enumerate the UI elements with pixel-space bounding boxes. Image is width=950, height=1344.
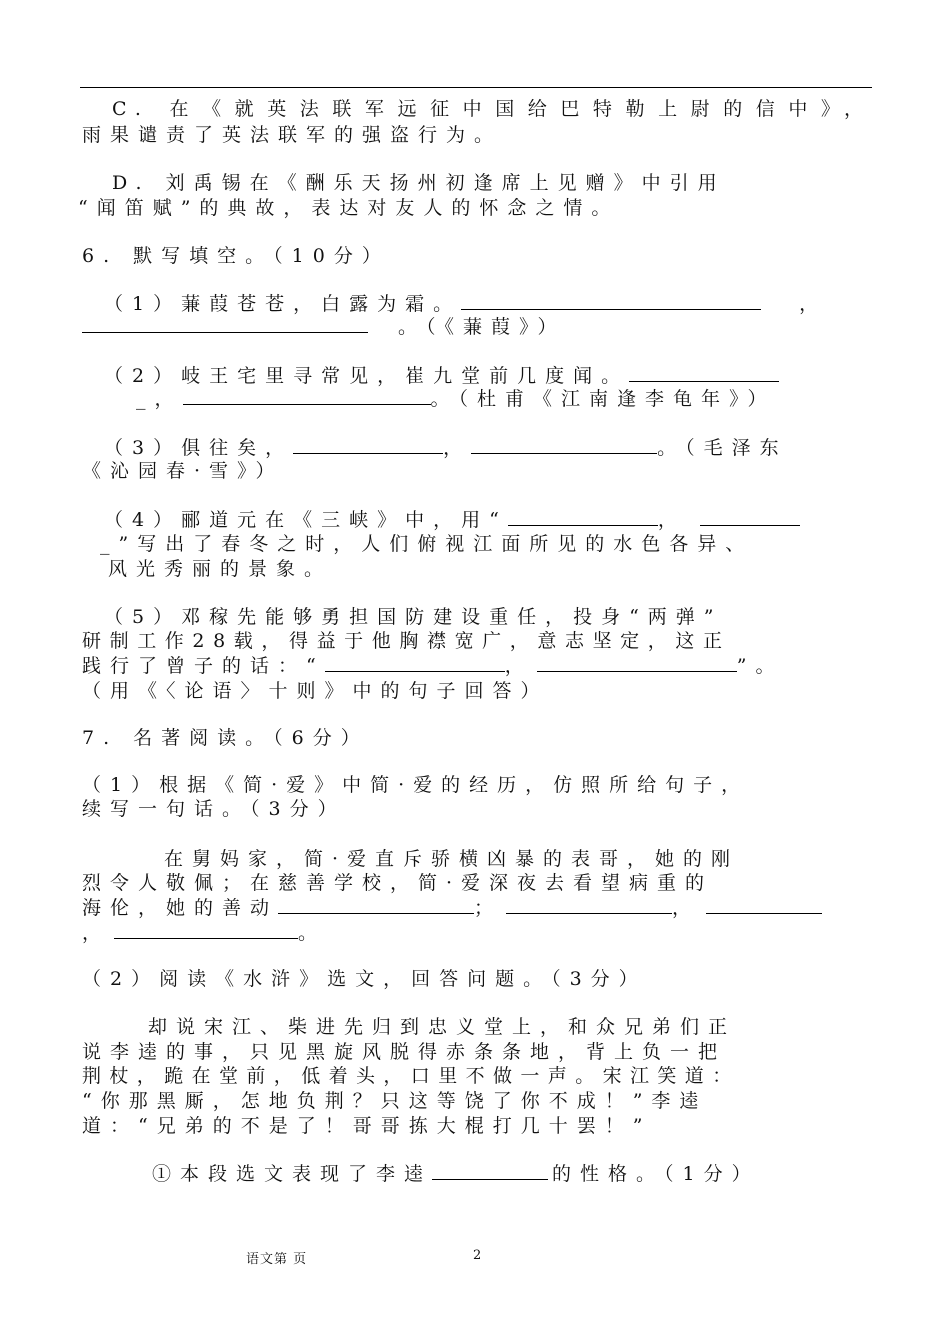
shuihu-line3: 荆杖，跪在堂前，低着头，口里不做一声。宋江笑道： — [82, 1065, 740, 1087]
q7-part1-line1: （1）根据《简·爱》中简·爱的经历，仿照所给句子， — [82, 774, 750, 796]
q6-item2-comma: _， — [136, 388, 183, 410]
jane-eyre-semicolon: ； — [474, 897, 503, 919]
q6-item5-line1: （5）邓稼先能够勇担国防建设重任，投身“两弹” — [104, 606, 723, 628]
q6-item5-blank1[interactable] — [325, 653, 505, 672]
jane-eyre-line3 — [82, 895, 872, 921]
jane-eyre-period: 。 — [298, 922, 327, 944]
q6-item5-comma: ， — [504, 655, 533, 677]
q6-item1-text: （1）蒹葭苍苍，白露为霜。 — [104, 293, 462, 315]
q6-item3-comma: ， — [443, 437, 472, 459]
q6-item5-line3 — [82, 653, 872, 679]
q6-item1-blank1[interactable] — [461, 291, 761, 310]
q6-item4-comma: ， — [657, 509, 686, 531]
jane-eyre-line1: 在舅妈家，简·爱直斥骄横凶暴的表哥，她的刚 — [164, 848, 740, 870]
shuihu-line2: 说李逵的事，只见黑旋风脱得赤条条地，背上负一把 — [82, 1041, 727, 1063]
question-7-title: 7. 名著阅读。（6分） — [82, 727, 369, 749]
header-rule — [80, 87, 872, 88]
q7-part1-line2: 续写一句话。（3分） — [82, 798, 346, 820]
q6-item5-blank2[interactable] — [537, 653, 737, 672]
jane-eyre-blank4[interactable] — [114, 920, 298, 939]
q6-item1-comma: ， — [799, 293, 828, 315]
footer-page-number: 2 — [473, 1248, 483, 1263]
jane-eyre-line4 — [82, 920, 872, 946]
q6-item3-source-start: 。（毛泽东 — [657, 437, 788, 459]
q6-item4-line2: _”写出了春冬之时，人们俯视江面所见的水色各异、 — [100, 533, 754, 555]
option-d-line1: D. 刘禹锡在《酬乐天扬州初逢席上见赠》中引用 — [112, 172, 726, 194]
q6-item2-source: 。（杜甫《江南逢李龟年》） — [430, 388, 776, 410]
shuihu-line1: 却说宋江、柴进先归到忠义堂上，和众兄弟们正 — [148, 1016, 737, 1038]
footer-subject: 语文第 页 — [246, 1252, 308, 1267]
q6-item3-blank2[interactable] — [471, 435, 657, 454]
q6-item4-blank1[interactable] — [508, 507, 658, 526]
q6-item1-line2 — [82, 314, 872, 340]
q7-part2-title: （2）阅读《水浒》选文，回答问题。（3分） — [82, 968, 647, 990]
shuihu-line5: 道：“兄弟的不是了！哥哥拣大棍打几十罢！” — [82, 1115, 652, 1137]
jane-eyre-comma: ， — [672, 897, 701, 919]
subquestion-1-text: ①本段选文表现了李逵 — [152, 1163, 433, 1185]
q6-item2-blank1[interactable] — [629, 363, 779, 382]
q6-item4-text: （4）郦道元在《三峡》中，用“ — [104, 509, 508, 531]
jane-eyre-blank1[interactable] — [278, 895, 474, 914]
q6-item4-line3: 风光秀丽的景象。 — [108, 558, 333, 580]
option-c-line1: C. 在《就英法联军远征中国给巴特勒上尉的信中》， — [112, 98, 872, 120]
jane-eyre-blank2[interactable] — [506, 895, 672, 914]
shuihu-line4: “你那黑厮，怎地负荆？只这等饶了你不成！”李逵 — [82, 1090, 708, 1112]
shuihu-subquestion-1 — [152, 1161, 872, 1187]
option-c-line2: 雨果谴责了英法联军的强盗行为。 — [82, 124, 503, 146]
jane-eyre-comma2: ， — [82, 922, 111, 944]
q6-item4-blank2[interactable] — [700, 507, 800, 526]
q6-item1-blank2[interactable] — [82, 314, 368, 333]
q6-item1-source: 。（《蒹葭》） — [398, 316, 566, 338]
q6-item5-close: ”。 — [736, 655, 784, 677]
q6-item2-blank2[interactable] — [183, 386, 431, 405]
jane-eyre-blank3[interactable] — [706, 895, 822, 914]
q6-item5-note: （用《〈论语〉十则》中的句子回答） — [82, 680, 549, 702]
subquestion-1-blank[interactable] — [432, 1161, 548, 1180]
q6-item2-line2 — [136, 386, 872, 412]
q6-item5-text: 践行了曾子的话：“ — [82, 655, 325, 677]
q6-item3-text: （3）俱往矣， — [104, 437, 294, 459]
question-6-title: 6. 默写填空。（10分） — [82, 245, 390, 267]
q6-item3-source-end: 《沁园春·雪》） — [82, 460, 284, 482]
option-d-line2: “闻笛赋”的典故，表达对友人的怀念之情。 — [78, 197, 620, 219]
jane-eyre-line2: 烈令人敬佩；在慈善学校，简·爱深夜去看望病重的 — [82, 872, 714, 894]
q6-item5-line2: 研制工作28载，得益于他胸襟宽广，意志坚定，这正 — [82, 630, 731, 652]
q6-item3-blank1[interactable] — [293, 435, 443, 454]
q6-item4-line1 — [104, 507, 874, 533]
jane-eyre-text: 海伦，她的善动 — [82, 897, 279, 919]
subquestion-1-end: 的性格。（1分） — [552, 1163, 760, 1185]
q6-item2-text: （2）岐王宅里寻常见，崔九堂前几度闻。 — [104, 365, 630, 387]
